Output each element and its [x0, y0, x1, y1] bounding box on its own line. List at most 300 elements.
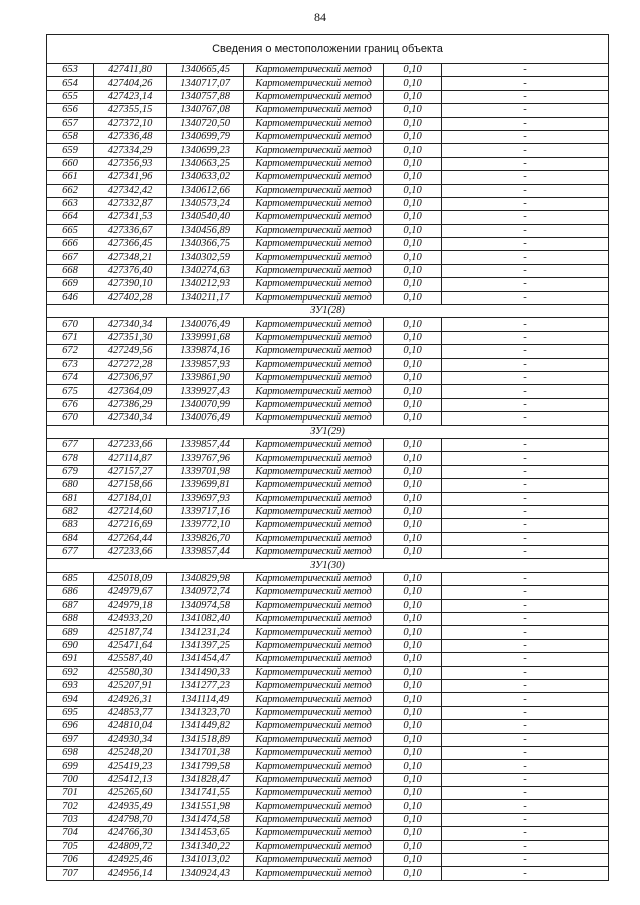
x-coordinate-cell: 424925,46 — [94, 854, 167, 867]
description-cell: - — [442, 492, 609, 505]
precision-cell: 0,10 — [384, 171, 442, 184]
table-row — [47, 412, 609, 425]
section-label: ЗУ1(28) — [47, 305, 609, 318]
x-coordinate-cell: 427341,53 — [94, 211, 167, 224]
table-row — [47, 104, 609, 117]
table-row — [47, 264, 609, 277]
description-cell: - — [442, 813, 609, 826]
description-cell: - — [442, 532, 609, 545]
y-coordinate-cell: 1340829,98 — [167, 572, 244, 585]
y-coordinate-cell: 1339861,90 — [167, 371, 244, 384]
table-row — [47, 706, 609, 719]
point-number-cell: 681 — [47, 492, 94, 505]
description-cell: - — [442, 251, 609, 264]
table-row — [47, 224, 609, 237]
precision-cell: 0,10 — [384, 519, 442, 532]
y-coordinate-cell: 1339991,68 — [167, 331, 244, 344]
y-coordinate-cell: 1340720,50 — [167, 117, 244, 130]
y-coordinate-cell: 1341277,23 — [167, 679, 244, 692]
precision-cell: 0,10 — [384, 412, 442, 425]
x-coordinate-cell: 424853,77 — [94, 706, 167, 719]
description-cell: - — [442, 760, 609, 773]
y-coordinate-cell: 1340456,89 — [167, 224, 244, 237]
precision-cell: 0,10 — [384, 371, 442, 384]
method-cell: Картометрический метод — [244, 438, 384, 451]
x-coordinate-cell: 427356,93 — [94, 157, 167, 170]
table-row — [47, 679, 609, 692]
precision-cell: 0,10 — [384, 639, 442, 652]
table-row — [47, 144, 609, 157]
y-coordinate-cell: 1340924,43 — [167, 867, 244, 880]
precision-cell: 0,10 — [384, 773, 442, 786]
precision-cell: 0,10 — [384, 720, 442, 733]
method-cell: Картометрический метод — [244, 385, 384, 398]
point-number-cell: 668 — [47, 264, 94, 277]
description-cell: - — [442, 840, 609, 853]
x-coordinate-cell: 427334,29 — [94, 144, 167, 157]
y-coordinate-cell: 1339857,44 — [167, 438, 244, 451]
precision-cell: 0,10 — [384, 331, 442, 344]
description-cell: - — [442, 546, 609, 559]
table-row — [47, 666, 609, 679]
table-row — [47, 854, 609, 867]
description-cell: - — [442, 238, 609, 251]
precision-cell: 0,10 — [384, 211, 442, 224]
y-coordinate-cell: 1340573,24 — [167, 197, 244, 210]
description-cell: - — [442, 184, 609, 197]
description-cell: - — [442, 465, 609, 478]
method-cell: Картометрический метод — [244, 77, 384, 90]
description-cell: - — [442, 827, 609, 840]
point-number-cell: 703 — [47, 813, 94, 826]
x-coordinate-cell: 424933,20 — [94, 613, 167, 626]
precision-cell: 0,10 — [384, 867, 442, 880]
y-coordinate-cell: 1340663,25 — [167, 157, 244, 170]
point-number-cell: 687 — [47, 599, 94, 612]
x-coordinate-cell: 427402,28 — [94, 291, 167, 304]
point-number-cell: 667 — [47, 251, 94, 264]
precision-cell: 0,10 — [384, 599, 442, 612]
precision-cell: 0,10 — [384, 733, 442, 746]
point-number-cell: 658 — [47, 130, 94, 143]
precision-cell: 0,10 — [384, 465, 442, 478]
x-coordinate-cell: 425587,40 — [94, 653, 167, 666]
description-cell: - — [442, 505, 609, 518]
precision-cell: 0,10 — [384, 345, 442, 358]
x-coordinate-cell: 425018,09 — [94, 572, 167, 585]
description-cell: - — [442, 639, 609, 652]
y-coordinate-cell: 1340757,88 — [167, 90, 244, 103]
method-cell: Картометрический метод — [244, 800, 384, 813]
method-cell: Картометрический метод — [244, 827, 384, 840]
description-cell: - — [442, 867, 609, 880]
x-coordinate-cell: 427342,42 — [94, 184, 167, 197]
table-row — [47, 653, 609, 666]
description-cell: - — [442, 104, 609, 117]
description-cell: - — [442, 197, 609, 210]
y-coordinate-cell: 1339701,98 — [167, 465, 244, 478]
precision-cell: 0,10 — [384, 197, 442, 210]
precision-cell: 0,10 — [384, 144, 442, 157]
point-number-cell: 677 — [47, 438, 94, 451]
x-coordinate-cell: 427404,26 — [94, 77, 167, 90]
y-coordinate-cell: 1340212,93 — [167, 278, 244, 291]
point-number-cell: 665 — [47, 224, 94, 237]
table-row — [47, 130, 609, 143]
x-coordinate-cell: 427158,66 — [94, 479, 167, 492]
description-cell: - — [442, 519, 609, 532]
table-row — [47, 77, 609, 90]
point-number-cell: 695 — [47, 706, 94, 719]
x-coordinate-cell: 427390,10 — [94, 278, 167, 291]
point-number-cell: 685 — [47, 572, 94, 585]
method-cell: Картометрический метод — [244, 666, 384, 679]
table-row — [47, 278, 609, 291]
method-cell: Картометрический метод — [244, 318, 384, 331]
table-row — [47, 760, 609, 773]
description-cell: - — [442, 77, 609, 90]
method-cell: Картометрический метод — [244, 211, 384, 224]
description-cell: - — [442, 693, 609, 706]
precision-cell: 0,10 — [384, 398, 442, 411]
table-row — [47, 693, 609, 706]
table-row — [47, 398, 609, 411]
point-number-cell: 673 — [47, 358, 94, 371]
method-cell: Картометрический метод — [244, 813, 384, 826]
x-coordinate-cell: 427336,48 — [94, 130, 167, 143]
method-cell: Картометрический метод — [244, 720, 384, 733]
description-cell: - — [442, 117, 609, 130]
x-coordinate-cell: 424926,31 — [94, 693, 167, 706]
point-number-cell: 702 — [47, 800, 94, 813]
x-coordinate-cell: 427233,66 — [94, 438, 167, 451]
description-cell: - — [442, 720, 609, 733]
description-cell: - — [442, 733, 609, 746]
point-number-cell: 688 — [47, 613, 94, 626]
description-cell: - — [442, 599, 609, 612]
method-cell: Картометрический метод — [244, 787, 384, 800]
table-row — [47, 479, 609, 492]
description-cell: - — [442, 130, 609, 143]
y-coordinate-cell: 1341474,58 — [167, 813, 244, 826]
point-number-cell: 660 — [47, 157, 94, 170]
precision-cell: 0,10 — [384, 77, 442, 90]
y-coordinate-cell: 1341551,98 — [167, 800, 244, 813]
method-cell: Картометрический метод — [244, 117, 384, 130]
point-number-cell: 659 — [47, 144, 94, 157]
description-cell: - — [442, 679, 609, 692]
method-cell: Картометрический метод — [244, 398, 384, 411]
precision-cell: 0,10 — [384, 452, 442, 465]
precision-cell: 0,10 — [384, 278, 442, 291]
point-number-cell: 646 — [47, 291, 94, 304]
y-coordinate-cell: 1339857,93 — [167, 358, 244, 371]
y-coordinate-cell: 1341340,22 — [167, 840, 244, 853]
x-coordinate-cell: 425471,64 — [94, 639, 167, 652]
y-coordinate-cell: 1341518,89 — [167, 733, 244, 746]
method-cell: Картометрический метод — [244, 358, 384, 371]
point-number-cell: 699 — [47, 760, 94, 773]
point-number-cell: 680 — [47, 479, 94, 492]
method-cell: Картометрический метод — [244, 840, 384, 853]
method-cell: Картометрический метод — [244, 546, 384, 559]
table-row — [47, 197, 609, 210]
point-number-cell: 700 — [47, 773, 94, 786]
table-title: Сведения о местоположении границ объекта — [47, 35, 609, 64]
precision-cell: 0,10 — [384, 827, 442, 840]
point-number-cell: 670 — [47, 412, 94, 425]
method-cell: Картометрический метод — [244, 278, 384, 291]
precision-cell: 0,10 — [384, 251, 442, 264]
description-cell: - — [442, 586, 609, 599]
y-coordinate-cell: 1340974,58 — [167, 599, 244, 612]
point-number-cell: 692 — [47, 666, 94, 679]
table-row — [47, 371, 609, 384]
method-cell: Картометрический метод — [244, 264, 384, 277]
y-coordinate-cell: 1339772,10 — [167, 519, 244, 532]
precision-cell: 0,10 — [384, 264, 442, 277]
point-number-cell: 661 — [47, 171, 94, 184]
table-row — [47, 90, 609, 103]
y-coordinate-cell: 1341828,47 — [167, 773, 244, 786]
point-number-cell: 663 — [47, 197, 94, 210]
x-coordinate-cell: 425412,13 — [94, 773, 167, 786]
y-coordinate-cell: 1340612,66 — [167, 184, 244, 197]
point-number-cell: 696 — [47, 720, 94, 733]
table-row — [47, 465, 609, 478]
y-coordinate-cell: 1339874,16 — [167, 345, 244, 358]
x-coordinate-cell: 427340,34 — [94, 412, 167, 425]
description-cell: - — [442, 452, 609, 465]
description-cell: - — [442, 666, 609, 679]
section-label: ЗУ1(29) — [47, 425, 609, 438]
table-row — [47, 746, 609, 759]
method-cell: Картометрический метод — [244, 345, 384, 358]
precision-cell: 0,10 — [384, 800, 442, 813]
point-number-cell: 653 — [47, 64, 94, 77]
description-cell: - — [442, 746, 609, 759]
method-cell: Картометрический метод — [244, 519, 384, 532]
description-cell: - — [442, 64, 609, 77]
description-cell: - — [442, 278, 609, 291]
table-row — [47, 505, 609, 518]
description-cell: - — [442, 706, 609, 719]
x-coordinate-cell: 424930,34 — [94, 733, 167, 746]
y-coordinate-cell: 1340070,99 — [167, 398, 244, 411]
table-row — [47, 867, 609, 880]
y-coordinate-cell: 1341397,25 — [167, 639, 244, 652]
precision-cell: 0,10 — [384, 438, 442, 451]
point-number-cell: 689 — [47, 626, 94, 639]
x-coordinate-cell: 427355,15 — [94, 104, 167, 117]
table-row — [47, 438, 609, 451]
table-row — [47, 358, 609, 371]
method-cell: Картометрический метод — [244, 331, 384, 344]
method-cell: Картометрический метод — [244, 653, 384, 666]
method-cell: Картометрический метод — [244, 90, 384, 103]
precision-cell: 0,10 — [384, 666, 442, 679]
x-coordinate-cell: 427366,45 — [94, 238, 167, 251]
point-number-cell: 676 — [47, 398, 94, 411]
table-row — [47, 452, 609, 465]
method-cell: Картометрический метод — [244, 706, 384, 719]
point-number-cell: 657 — [47, 117, 94, 130]
precision-cell: 0,10 — [384, 572, 442, 585]
boundary-coordinates-table — [46, 34, 609, 881]
point-number-cell: 698 — [47, 746, 94, 759]
x-coordinate-cell: 427214,60 — [94, 505, 167, 518]
table-row — [47, 586, 609, 599]
point-number-cell: 697 — [47, 733, 94, 746]
y-coordinate-cell: 1340076,49 — [167, 412, 244, 425]
table-row — [47, 572, 609, 585]
method-cell: Картометрический метод — [244, 64, 384, 77]
table-row — [47, 733, 609, 746]
method-cell: Картометрический метод — [244, 773, 384, 786]
precision-cell: 0,10 — [384, 693, 442, 706]
y-coordinate-cell: 1340540,40 — [167, 211, 244, 224]
x-coordinate-cell: 427411,80 — [94, 64, 167, 77]
precision-cell: 0,10 — [384, 746, 442, 759]
point-number-cell: 655 — [47, 90, 94, 103]
method-cell: Картометрический метод — [244, 412, 384, 425]
x-coordinate-cell: 424956,14 — [94, 867, 167, 880]
y-coordinate-cell: 1340665,45 — [167, 64, 244, 77]
method-cell: Картометрический метод — [244, 452, 384, 465]
table-title-row — [47, 35, 609, 64]
precision-cell: 0,10 — [384, 492, 442, 505]
point-number-cell: 654 — [47, 77, 94, 90]
x-coordinate-cell: 427376,40 — [94, 264, 167, 277]
precision-cell: 0,10 — [384, 358, 442, 371]
point-number-cell: 693 — [47, 679, 94, 692]
table-row — [47, 546, 609, 559]
description-cell: - — [442, 318, 609, 331]
y-coordinate-cell: 1341323,70 — [167, 706, 244, 719]
point-number-cell: 694 — [47, 693, 94, 706]
table-row — [47, 385, 609, 398]
point-number-cell: 662 — [47, 184, 94, 197]
table-row — [47, 827, 609, 840]
y-coordinate-cell: 1340076,49 — [167, 318, 244, 331]
table-row — [47, 639, 609, 652]
precision-cell: 0,10 — [384, 238, 442, 251]
point-number-cell: 664 — [47, 211, 94, 224]
y-coordinate-cell: 1340211,17 — [167, 291, 244, 304]
precision-cell: 0,10 — [384, 679, 442, 692]
precision-cell: 0,10 — [384, 130, 442, 143]
x-coordinate-cell: 427264,44 — [94, 532, 167, 545]
table-row — [47, 117, 609, 130]
table-row — [47, 613, 609, 626]
method-cell: Картометрический метод — [244, 733, 384, 746]
method-cell: Картометрический метод — [244, 479, 384, 492]
point-number-cell: 670 — [47, 318, 94, 331]
table-row — [47, 720, 609, 733]
precision-cell: 0,10 — [384, 104, 442, 117]
point-number-cell: 707 — [47, 867, 94, 880]
y-coordinate-cell: 1340274,63 — [167, 264, 244, 277]
method-cell: Картометрический метод — [244, 371, 384, 384]
table-row — [47, 599, 609, 612]
table-row — [47, 331, 609, 344]
x-coordinate-cell: 427386,29 — [94, 398, 167, 411]
precision-cell: 0,10 — [384, 224, 442, 237]
table-row — [47, 238, 609, 251]
description-cell: - — [442, 211, 609, 224]
y-coordinate-cell: 1341231,24 — [167, 626, 244, 639]
point-number-cell: 691 — [47, 653, 94, 666]
method-cell: Картометрический метод — [244, 639, 384, 652]
precision-cell: 0,10 — [384, 291, 442, 304]
description-cell: - — [442, 572, 609, 585]
method-cell: Картометрический метод — [244, 586, 384, 599]
x-coordinate-cell: 427272,28 — [94, 358, 167, 371]
precision-cell: 0,10 — [384, 90, 442, 103]
section-header-row — [47, 425, 609, 438]
method-cell: Картометрический метод — [244, 465, 384, 478]
table-row — [47, 532, 609, 545]
point-number-cell: 684 — [47, 532, 94, 545]
method-cell: Картометрический метод — [244, 184, 384, 197]
table-row — [47, 840, 609, 853]
point-number-cell: 705 — [47, 840, 94, 853]
point-number-cell: 678 — [47, 452, 94, 465]
description-cell: - — [442, 291, 609, 304]
description-cell: - — [442, 371, 609, 384]
description-cell: - — [442, 613, 609, 626]
table-row — [47, 157, 609, 170]
description-cell: - — [442, 854, 609, 867]
table-row — [47, 492, 609, 505]
description-cell: - — [442, 144, 609, 157]
description-cell: - — [442, 773, 609, 786]
table-row — [47, 626, 609, 639]
description-cell: - — [442, 385, 609, 398]
method-cell: Картометрический метод — [244, 492, 384, 505]
page-number: 84 — [314, 10, 326, 24]
y-coordinate-cell: 1340767,08 — [167, 104, 244, 117]
y-coordinate-cell: 1341013,02 — [167, 854, 244, 867]
point-number-cell: 674 — [47, 371, 94, 384]
x-coordinate-cell: 425187,74 — [94, 626, 167, 639]
method-cell: Картометрический метод — [244, 197, 384, 210]
method-cell: Картометрический метод — [244, 572, 384, 585]
y-coordinate-cell: 1340972,74 — [167, 586, 244, 599]
table-row — [47, 773, 609, 786]
method-cell: Картометрический метод — [244, 171, 384, 184]
precision-cell: 0,10 — [384, 64, 442, 77]
point-number-cell: 690 — [47, 639, 94, 652]
precision-cell: 0,10 — [384, 184, 442, 197]
precision-cell: 0,10 — [384, 117, 442, 130]
method-cell: Картометрический метод — [244, 251, 384, 264]
x-coordinate-cell: 424979,67 — [94, 586, 167, 599]
precision-cell: 0,10 — [384, 854, 442, 867]
point-number-cell: 669 — [47, 278, 94, 291]
y-coordinate-cell: 1339767,96 — [167, 452, 244, 465]
description-cell: - — [442, 653, 609, 666]
method-cell: Картометрический метод — [244, 626, 384, 639]
section-label: ЗУ1(30) — [47, 559, 609, 572]
description-cell: - — [442, 800, 609, 813]
x-coordinate-cell: 424809,72 — [94, 840, 167, 853]
table-row — [47, 291, 609, 304]
table-row — [47, 787, 609, 800]
description-cell: - — [442, 264, 609, 277]
precision-cell: 0,10 — [384, 532, 442, 545]
precision-cell: 0,10 — [384, 787, 442, 800]
